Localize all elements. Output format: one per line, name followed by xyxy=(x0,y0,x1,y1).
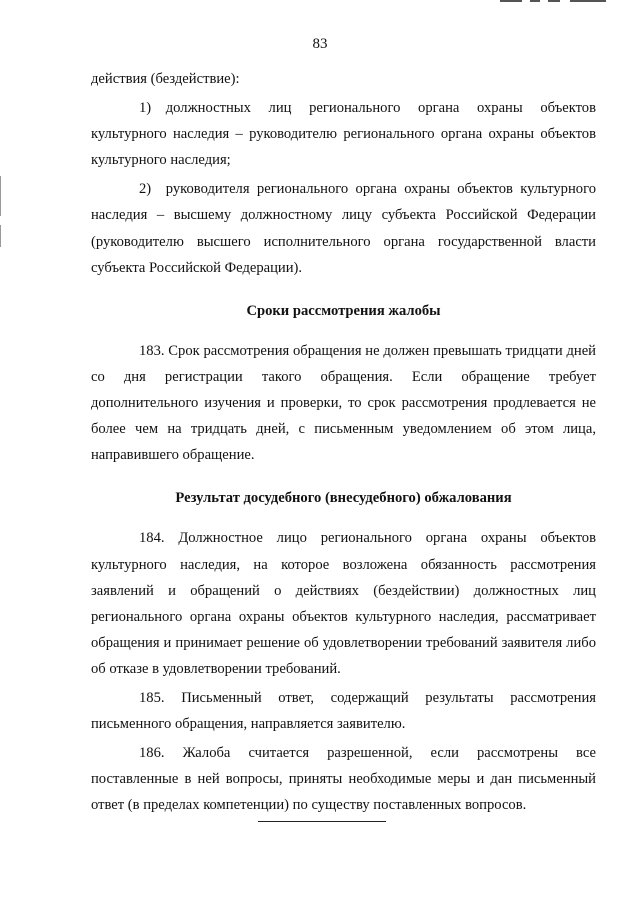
section-heading-complaint-deadlines: Сроки рассмотрения жалобы xyxy=(246,302,441,319)
scan-edge-mark xyxy=(0,176,1,216)
paragraph-185: 185. Письменный ответ, содержащий результаты рассмотрения письменного обращения, направляется заявителю. xyxy=(91,689,596,733)
list-item-2: 2) руководителя регионального органа охраны объектов культурного наследия – высшему должностному лицу субъекта Российской Федерации (руководителю высшего исполнительного органа государственной власти субъекта Российской Федерации). xyxy=(91,181,596,276)
document-body xyxy=(91,66,596,818)
paragraph-183: 183. Срок рассмотрения обращения не должен превышать тридцати дней со дня регистрации такого обращения. Если обращение требует дополнительного изучения и проверки, то срок рассмотрения продлевается не более чем на тридцать дней, с письменным уведомлением об этом лица, направившего обращение. xyxy=(91,342,596,464)
paragraph-186: 186. Жалоба считается разрешенной, если рассмотрены все поставленные в ней вопросы, приняты необходимые меры и дан письменный ответ (в пределах компетенции) по существу поставленных вопросов. xyxy=(91,745,596,814)
paragraph-184: 184. Должностное лицо регионального органа охраны объектов культурного наследия, на которое возложена обязанность рассмотрения заявлений и обращений о действиях (бездействии) должностных лиц регионального органа охраны объектов культурного наследия, рассматривает обращения и принимает решение об удовлетворении требований заявителя либо об отказе в удовлетворении требований. xyxy=(91,530,596,677)
section-heading-appeal-result: Результат досудебного (внесудебного) обжалования xyxy=(175,490,512,507)
scan-artifact-marks xyxy=(500,0,640,2)
list-item-1: 1) должностных лиц регионального органа охраны объектов культурного наследия – руководителю регионального органа охраны объектов культурного наследия; xyxy=(91,100,596,169)
end-separator-line xyxy=(258,821,386,822)
page-number: 83 xyxy=(312,36,328,52)
paragraph: действия (бездействие): xyxy=(91,71,240,87)
scan-edge-mark xyxy=(0,225,1,247)
